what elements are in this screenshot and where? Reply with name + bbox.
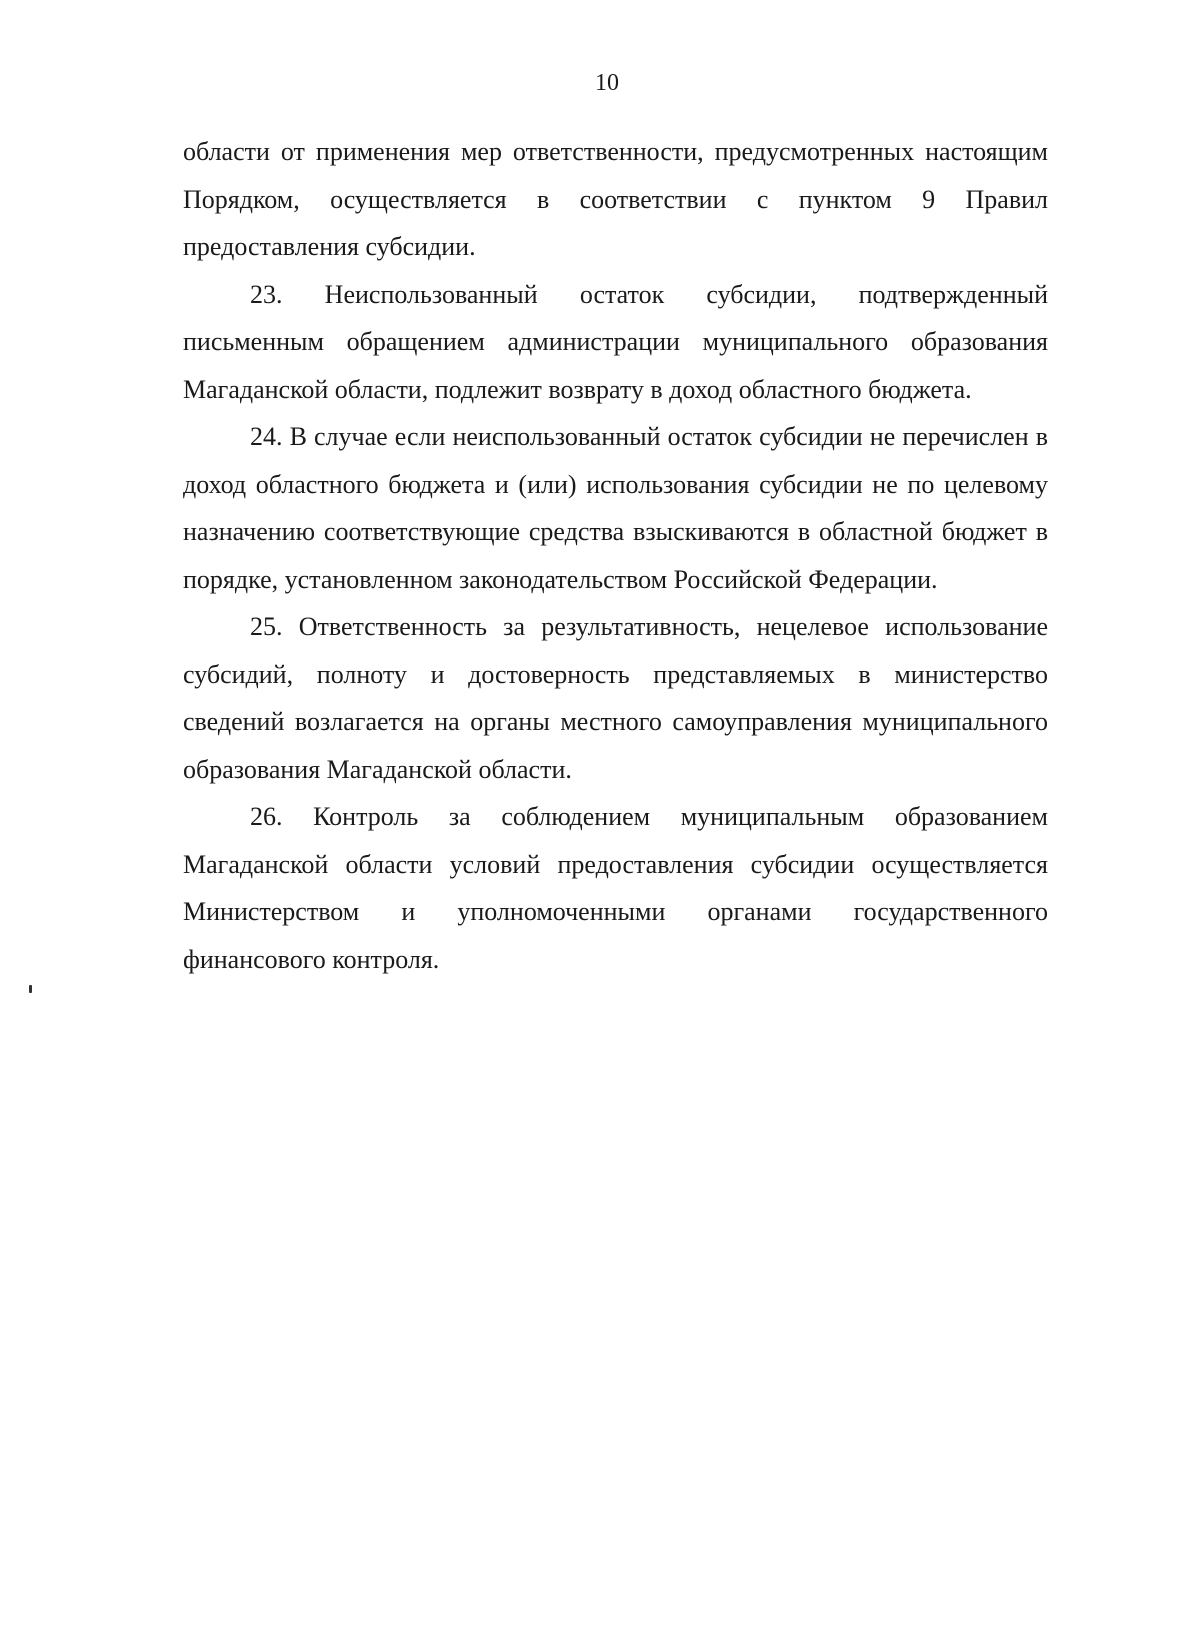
- paragraph-continuation: области от применения мер ответственности, предусмотренных настоящим Порядком, осуществляется в соответствии с пунктом 9 Правил предоставления субсидии.: [183, 137, 1048, 261]
- paragraph-23: 23. Неиспользованный остаток субсидии, подтвержденный письменным обращением администрации муниципального образования Магаданской области, подлежит возврату в доход областного бюджета.: [183, 279, 1048, 404]
- paragraph-25: 25. Ответственность за результативность, нецелевое использование субсидий, полноту и достоверность представляемых в министерство сведений возлагается на органы местного самоуправления муниципального образования Магаданской области.: [183, 612, 1048, 784]
- paragraph-26: 26. Контроль за соблюдением муниципальным образованием Магаданской области условий предоставления субсидии осуществляется Министерством и уполномоченными органами государственного финансового контроля.: [183, 802, 1048, 974]
- document-body: [183, 128, 1048, 983]
- paragraph-24: 24. В случае если неиспользованный остаток субсидии не перечислен в доход областного бюджета и (или) использования субсидии не по целевому назначению соответствующие средства взыскиваются в областной бюджет в порядке, установленном законодательством Российской Федерации.: [183, 422, 1048, 594]
- scan-margin-mark: [29, 985, 32, 993]
- page-number: 10: [595, 70, 619, 96]
